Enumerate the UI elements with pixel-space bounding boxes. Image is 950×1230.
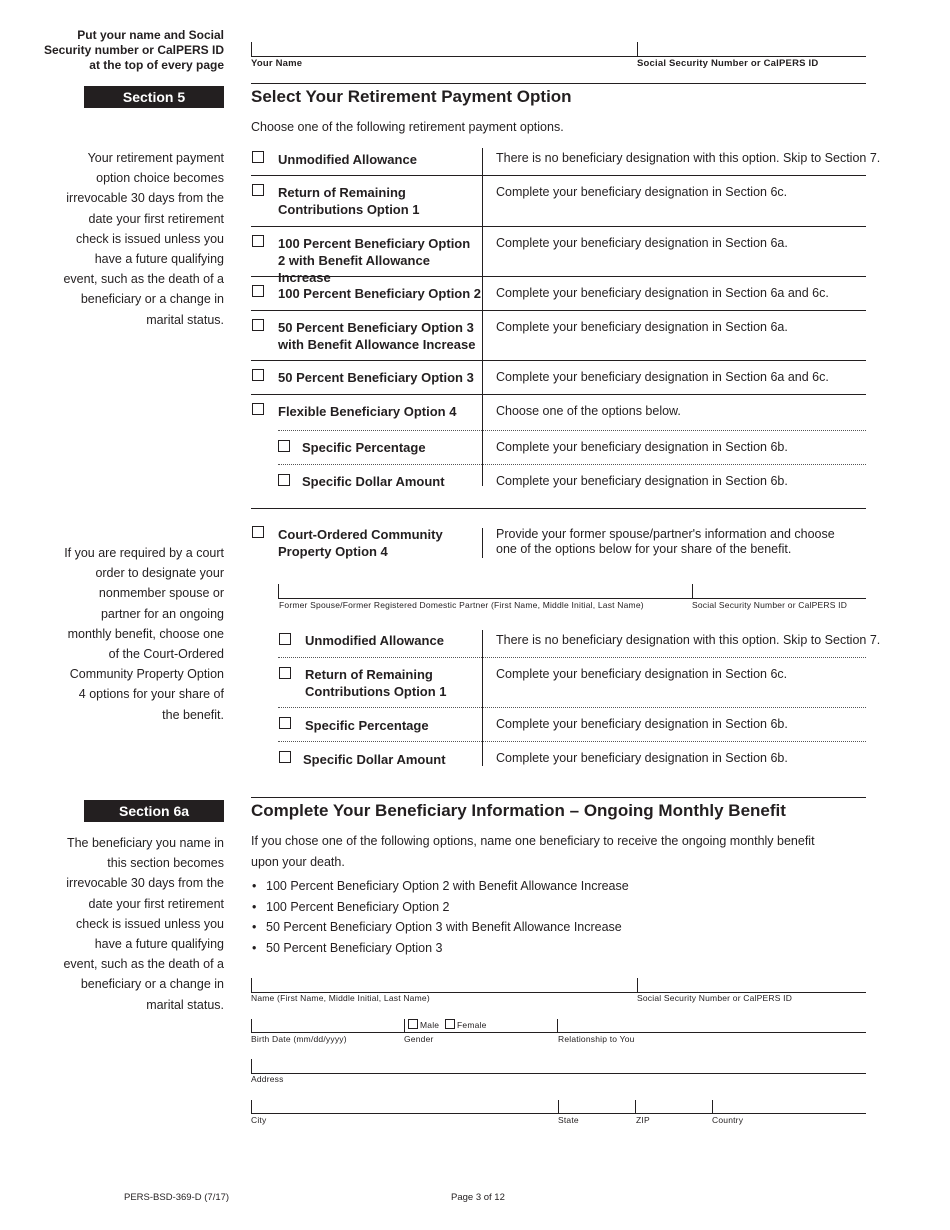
city-input[interactable]: [253, 1098, 556, 1114]
male-checkbox[interactable]: [408, 1019, 418, 1029]
row-divider: [251, 508, 866, 509]
bullet-item: • 100 Percent Beneficiary Option 2 with Benefit Allowance Increase: [252, 876, 629, 897]
your-name-label: Your Name: [251, 58, 303, 69]
row-divider: [278, 707, 866, 708]
flexible-option4-checkbox[interactable]: [252, 403, 264, 415]
option-label: Specific Percentage: [305, 718, 429, 733]
state-input[interactable]: [560, 1098, 633, 1114]
option-label: Court-Ordered Community Property Option 4: [278, 527, 443, 559]
field-divider: [251, 1059, 252, 1073]
field-divider: [251, 1019, 252, 1033]
bullet-item: • 50 Percent Beneficiary Option 3 with Benefit Allowance Increase: [252, 917, 629, 938]
section-5-intro: Choose one of the following retirement payment options.: [251, 120, 564, 134]
option-desc: Choose one of the options below.: [496, 404, 681, 418]
field-divider: [692, 584, 693, 598]
bullet-item: • 100 Percent Beneficiary Option 2: [252, 897, 629, 918]
former-spouse-ssn-label: Social Security Number or CalPERS ID: [692, 600, 848, 610]
option-label: Specific Dollar Amount: [302, 474, 445, 489]
former-spouse-line: [278, 598, 866, 599]
field-divider: [251, 1100, 252, 1114]
option-desc: Complete your beneficiary designation in Section 6a.: [496, 236, 788, 250]
field-divider: [404, 1019, 405, 1033]
option-desc: Complete your beneficiary designation in Section 6c.: [496, 667, 788, 681]
option-desc: Complete your beneficiary designation in Section 6a and 6c.: [496, 370, 829, 384]
section-5-tab: Section 5: [84, 86, 224, 108]
field-divider: [637, 42, 638, 56]
section-6a-side-note: The beneficiary you name in this section becomes irrevocable 30 days from the date your first retirement check is issued unless you have a future qualifying event, such as the death of a beneficiary or a change in marital status.: [63, 836, 224, 1012]
field-line: [251, 1113, 866, 1114]
field-divider: [637, 978, 638, 992]
row-divider: [251, 360, 866, 361]
court-percentage-checkbox[interactable]: [279, 717, 291, 729]
former-spouse-ssn-input[interactable]: [694, 582, 864, 598]
field-divider: [557, 1019, 558, 1033]
former-spouse-name-input[interactable]: [280, 582, 690, 598]
option-label: Unmodified Allowance: [278, 152, 417, 167]
option-label: Return of Remaining Contributions Option 1: [305, 667, 447, 699]
options-table-divider: [482, 148, 483, 486]
option-desc: Complete your beneficiary designation in Section 6a.: [496, 320, 788, 334]
relationship-label: Relationship to You: [558, 1034, 635, 1044]
option-label: Specific Dollar Amount: [303, 752, 446, 767]
row-divider: [251, 310, 866, 311]
field-divider: [635, 1100, 636, 1114]
field-divider: [251, 42, 252, 56]
flexible-percentage-checkbox[interactable]: [278, 440, 290, 452]
row-divider: [251, 175, 866, 176]
state-label: State: [558, 1115, 579, 1125]
row-divider: [278, 741, 866, 742]
section-5-rule: [251, 83, 866, 84]
zip-label: ZIP: [636, 1115, 650, 1125]
beneficiary-name-label: Name (First Name, Middle Initial, Last Name): [251, 993, 430, 1003]
beneficiary-ssn-input[interactable]: [639, 976, 865, 992]
row-divider: [278, 430, 866, 431]
city-label: City: [251, 1115, 267, 1125]
former-spouse-label: Former Spouse/Former Registered Domestic Partner (First Name, Middle Initial, Last Name): [279, 600, 644, 610]
row-divider: [251, 226, 866, 227]
court-ordered-checkbox[interactable]: [252, 526, 264, 538]
option-desc: Complete your beneficiary designation in Section 6b.: [496, 717, 788, 731]
zip-input[interactable]: [637, 1098, 710, 1114]
address-input[interactable]: [253, 1057, 865, 1073]
field-line: [251, 1032, 866, 1033]
option-label: 50 Percent Beneficiary Option 3 with Benefit Allowance Increase: [278, 320, 476, 352]
birth-date-input[interactable]: [253, 1017, 402, 1033]
option-desc: Complete your beneficiary designation in Section 6b.: [496, 751, 788, 765]
option-label: 100 Percent Beneficiary Option 2: [278, 286, 482, 301]
section-6a-tab: Section 6a: [84, 800, 224, 822]
country-label: Country: [712, 1115, 744, 1125]
row-divider: [251, 394, 866, 395]
court-return-contributions-checkbox[interactable]: [279, 667, 291, 679]
section-6a-intro: If you chose one of the following options, name one beneficiary to receive the ongoing monthly benefit upon your death.: [251, 834, 815, 869]
option-label: 50 Percent Beneficiary Option 3: [278, 370, 474, 385]
unmodified-allowance-checkbox[interactable]: [252, 151, 264, 163]
your-name-input[interactable]: [253, 40, 635, 56]
return-contributions-checkbox[interactable]: [252, 184, 264, 196]
address-label: Address: [251, 1074, 284, 1084]
field-divider: [712, 1100, 713, 1114]
option-label: Flexible Beneficiary Option 4: [278, 404, 457, 419]
row-divider: [278, 657, 866, 658]
section-5-title: Select Your Retirement Payment Option: [251, 87, 572, 106]
section-5-side-note: Your retirement payment option choice becomes irrevocable 30 days from the date your first retirement check is issued unless you have a future qualifying event, such as the death of a beneficiary or a change in marital status.: [63, 151, 224, 327]
options-table-divider: [482, 630, 483, 766]
header-ssn-label: Social Security Number or CalPERS ID: [637, 58, 819, 69]
option3-checkbox[interactable]: [252, 369, 264, 381]
field-divider: [278, 584, 279, 598]
male-label: Male: [420, 1020, 440, 1030]
option-label: Specific Percentage: [302, 440, 426, 455]
field-divider: [251, 978, 252, 992]
option3-increase-checkbox[interactable]: [252, 319, 264, 331]
option2-checkbox[interactable]: [252, 285, 264, 297]
relationship-input[interactable]: [559, 1017, 865, 1033]
section-6a-bullets: [252, 876, 629, 958]
court-side-note: If you are required by a court order to designate your nonmember spouse or partner for an ongoing monthly benefit, choose one of the Court-Ordered Community Property Option 4 options for your share of the benefit.: [64, 546, 224, 722]
option-label: Return of Remaining Contributions Option 1: [278, 185, 420, 217]
section-6a-rule: [251, 797, 866, 798]
option-desc: Complete your beneficiary designation in Section 6b.: [496, 440, 788, 454]
row-divider: [278, 464, 866, 465]
row-divider: [251, 276, 866, 277]
option-desc: Complete your beneficiary designation in Section 6c.: [496, 185, 788, 199]
option-desc: There is no beneficiary designation with this option. Skip to Section 7.: [496, 633, 881, 647]
option-desc: Provide your former spouse/partner's information and choose one of the options below for your share of the benefit.: [496, 527, 835, 556]
female-label: Female: [457, 1020, 487, 1030]
field-divider: [558, 1100, 559, 1114]
birth-date-label: Birth Date (mm/dd/yyyy): [251, 1034, 347, 1044]
court-dollar-checkbox[interactable]: [279, 751, 291, 763]
bullet-item: • 50 Percent Beneficiary Option 3: [252, 938, 629, 959]
country-input[interactable]: [714, 1098, 865, 1114]
options-table-divider: [482, 528, 483, 558]
header-field-line: [251, 56, 866, 57]
field-line: [251, 1073, 866, 1074]
option-desc: Complete your beneficiary designation in Section 6a and 6c.: [496, 286, 829, 300]
beneficiary-ssn-label: Social Security Number or CalPERS ID: [637, 993, 793, 1003]
option-desc: There is no beneficiary designation with this option. Skip to Section 7.: [496, 151, 881, 165]
female-checkbox[interactable]: [445, 1019, 455, 1029]
beneficiary-name-input[interactable]: [253, 976, 635, 992]
section-6a-title: Complete Your Beneficiary Information – Ongoing Monthly Benefit: [251, 801, 786, 820]
court-unmodified-checkbox[interactable]: [279, 633, 291, 645]
form-id: PERS-BSD-369-D (7/17): [124, 1192, 230, 1203]
option-desc: Complete your beneficiary designation in Section 6b.: [496, 474, 788, 488]
page-number: Page 3 of 12: [451, 1192, 505, 1203]
option-label: Unmodified Allowance: [305, 633, 444, 648]
gender-label: Gender: [404, 1034, 434, 1044]
header-instruction: Put your name and Social Security number or CalPERS ID at the top of every page: [43, 28, 224, 72]
header-ssn-input[interactable]: [639, 40, 865, 56]
option-label: 100 Percent Beneficiary Option 2 with Benefit Allowance Increase: [278, 236, 471, 285]
flexible-dollar-checkbox[interactable]: [278, 474, 290, 486]
option2-increase-checkbox[interactable]: [252, 235, 264, 247]
